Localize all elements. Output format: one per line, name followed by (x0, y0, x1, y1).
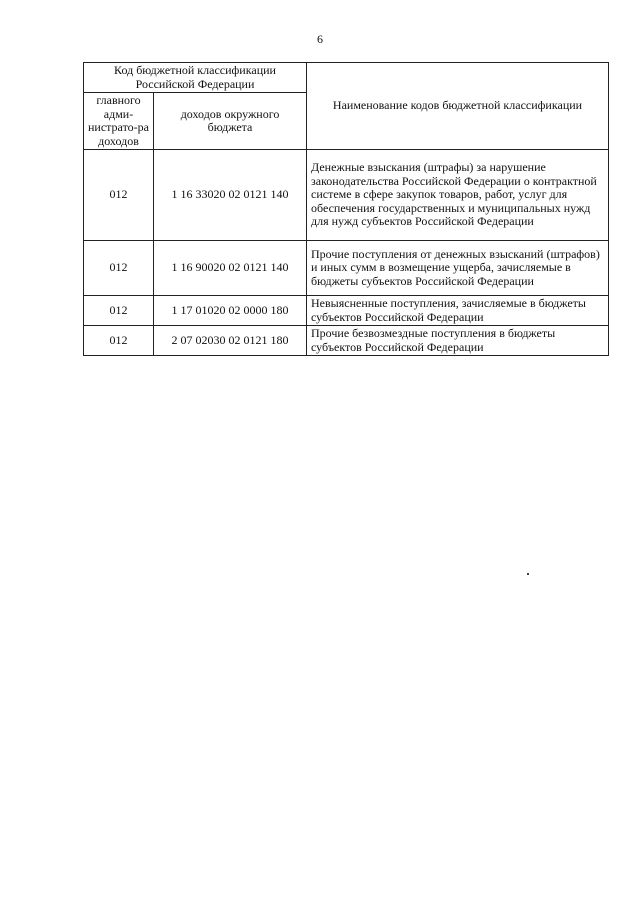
table-header-row (84, 63, 609, 93)
table-row (84, 326, 609, 356)
admin-code-cell: 012 (84, 296, 154, 326)
header-main-administrator: главного адми-нистрато-ра доходов (84, 93, 154, 150)
code-name-cell: Прочие безвозмездные поступления в бюджеты субъектов Российской Федерации (307, 326, 609, 356)
table-row (84, 241, 609, 296)
budget-code-cell: 1 16 90020 02 0121 140 (154, 241, 307, 296)
admin-code-cell: 012 (84, 150, 154, 241)
budget-code-cell: 1 17 01020 02 0000 180 (154, 296, 307, 326)
table-row (84, 296, 609, 326)
header-district-budget-income: доходов окружного бюджета (154, 93, 307, 150)
code-name-cell: Невыясненные поступления, зачисляемые в бюджеты субъектов Российской Федерации (307, 296, 609, 326)
budget-classification-table (83, 62, 609, 356)
scan-speck (527, 573, 529, 575)
budget-code-cell: 2 07 02030 02 0121 180 (154, 326, 307, 356)
table-row (84, 150, 609, 241)
admin-code-cell: 012 (84, 241, 154, 296)
budget-code-cell: 1 16 33020 02 0121 140 (154, 150, 307, 241)
admin-code-cell: 012 (84, 326, 154, 356)
code-name-cell: Прочие поступления от денежных взысканий (штрафов) и иных сумм в возмещение ущерба, зачисляемые в бюджеты субъектов Российской Федерации (307, 241, 609, 296)
header-classification-code: Код бюджетной классификации Российской Федерации (84, 63, 307, 93)
code-name-cell: Денежные взыскания (штрафы) за нарушение законодательства Российской Федерации о контрактной системе в сфере закупок товаров, работ, услуг для обеспечения государственных и муниципальных нужд для нужд субъектов Российской Федерации (307, 150, 609, 241)
page-number: 6 (317, 32, 323, 46)
header-code-name: Наименование кодов бюджетной классификации (307, 63, 609, 150)
